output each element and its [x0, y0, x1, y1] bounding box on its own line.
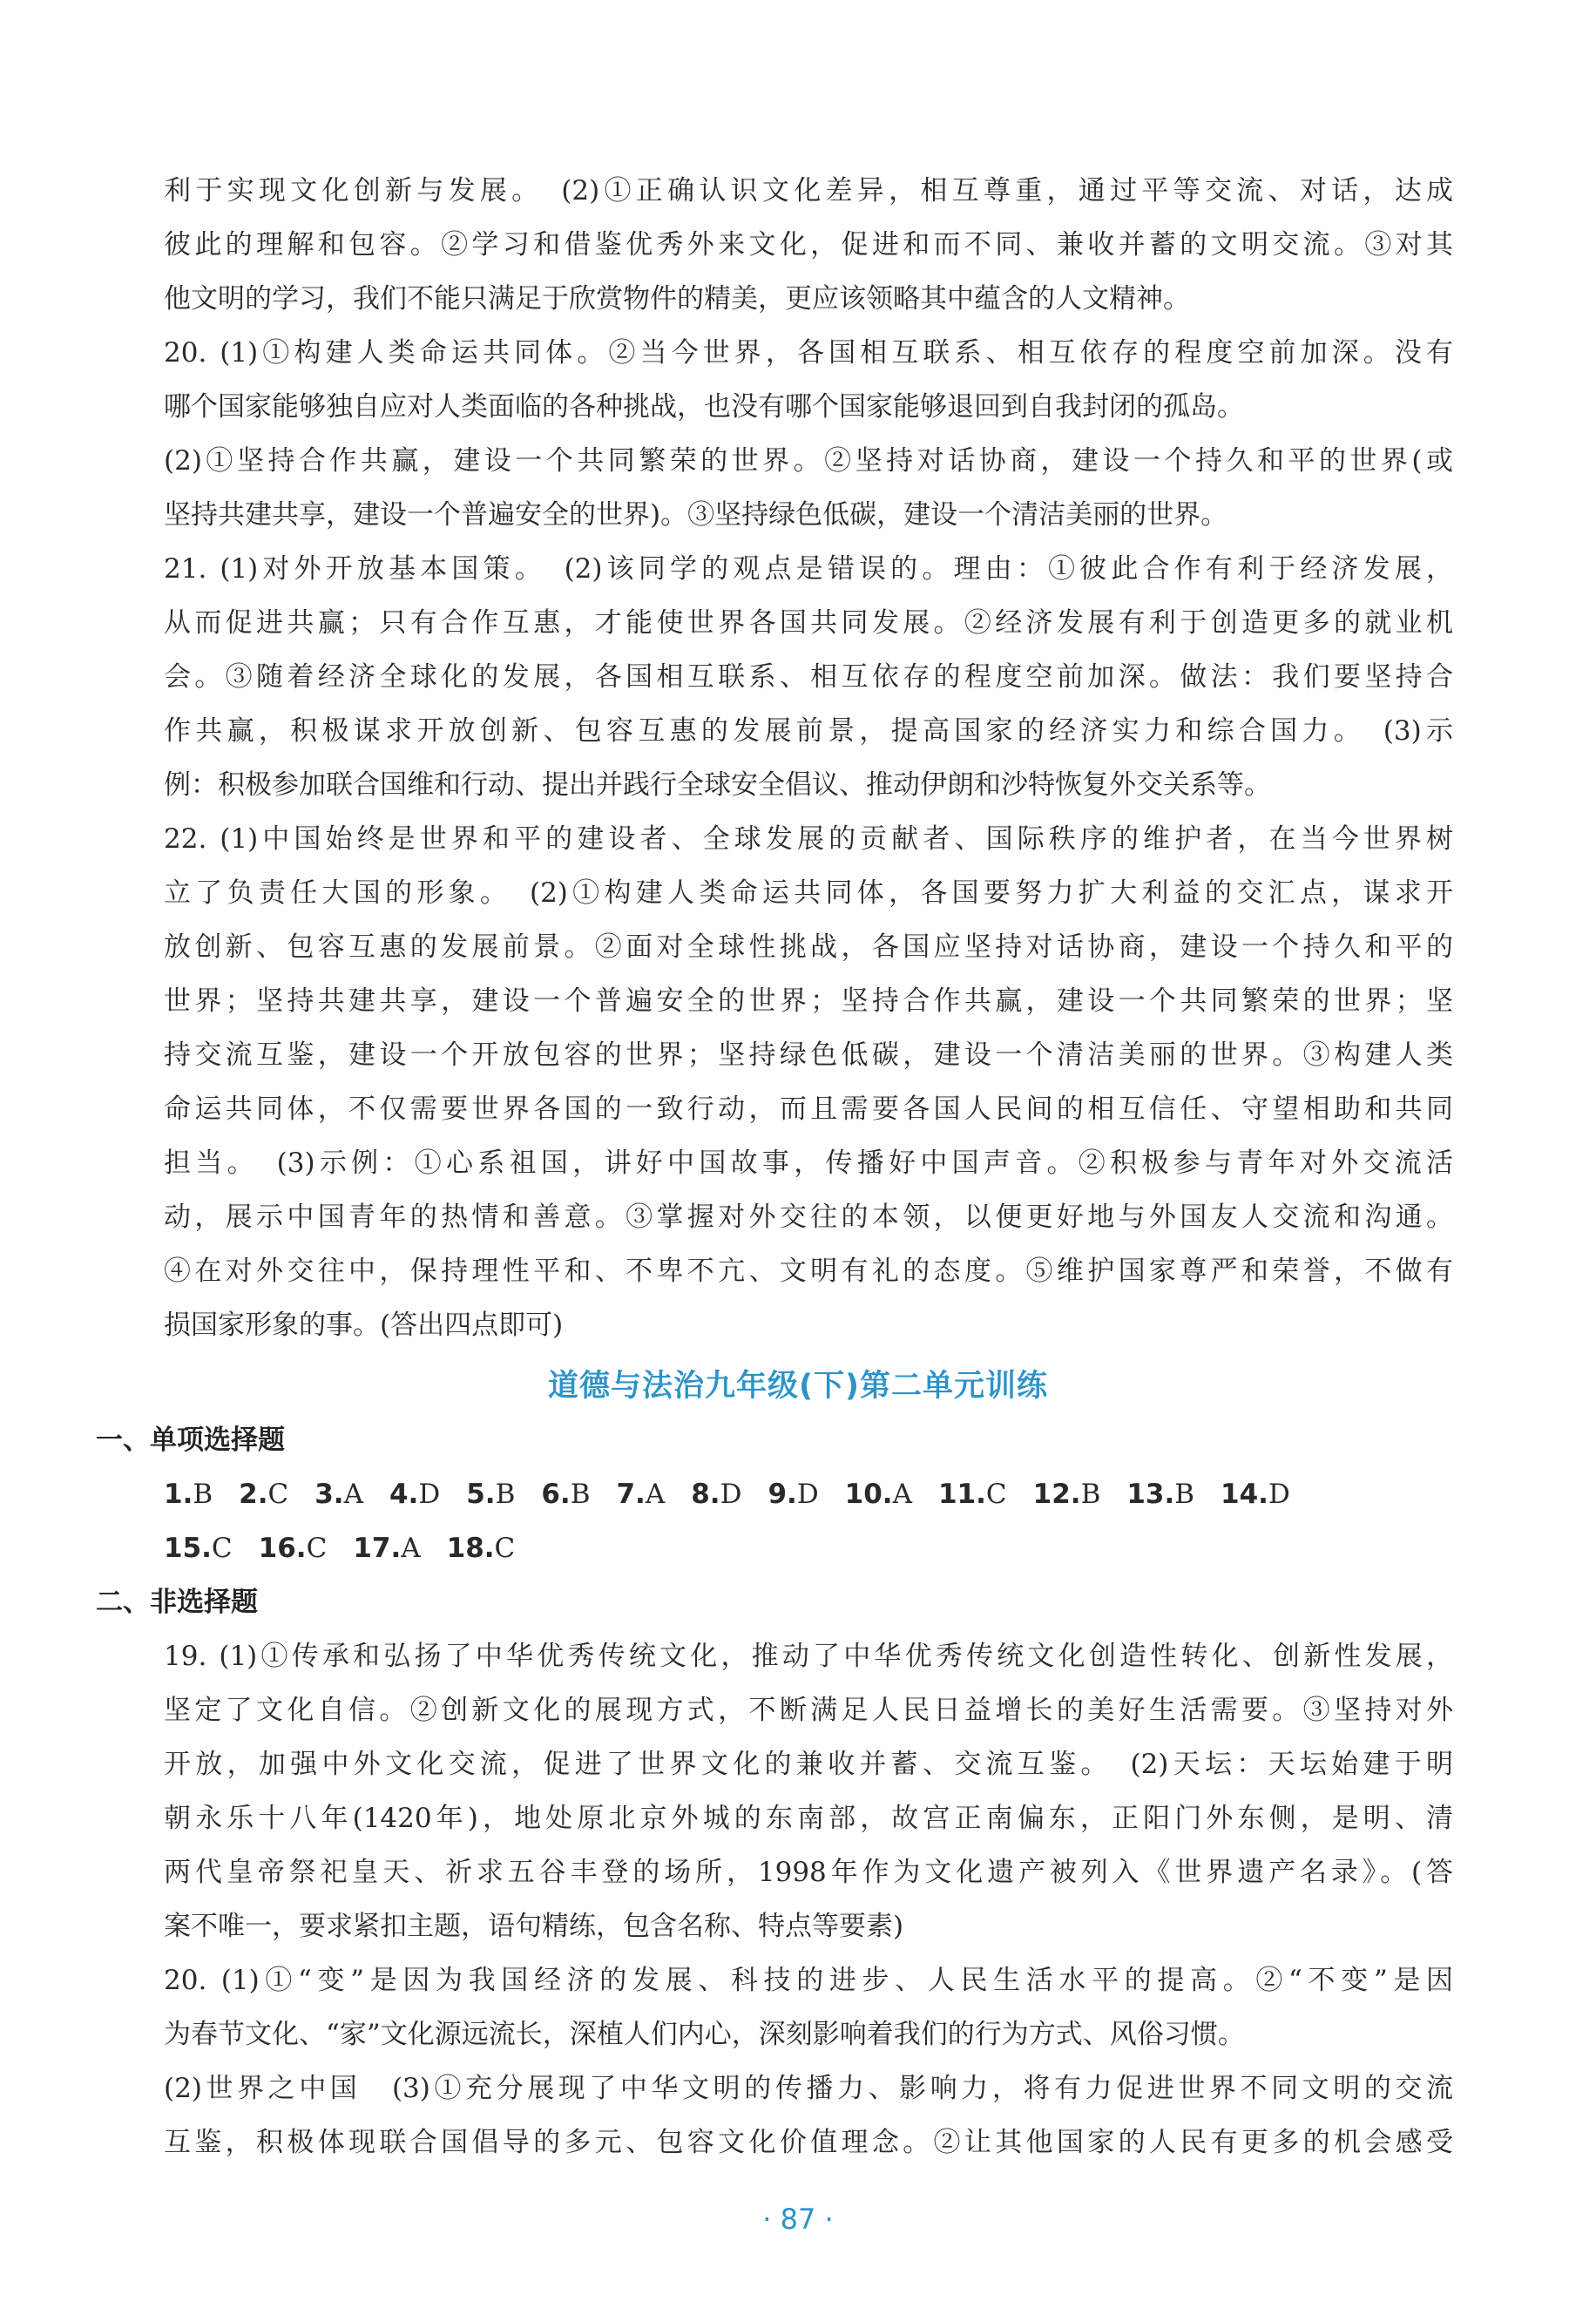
- answer-letter: B: [193, 1479, 213, 1510]
- page-number: · 87 ·: [762, 2203, 834, 2236]
- question-number: 17.: [353, 1533, 402, 1564]
- choice-answers-row: [164, 1467, 1316, 1521]
- answer-letter: C: [494, 1533, 516, 1564]
- unit-title: 道德与法治九年级(下)第二单元训练: [548, 1369, 1048, 1404]
- answer-letter: A: [892, 1479, 912, 1510]
- question-number: 5.: [466, 1479, 496, 1510]
- choice-answer: [239, 1467, 288, 1521]
- answer-letter: C: [267, 1479, 289, 1510]
- text-line: 动，展示中国青年的热情和善意。③掌握对外交往的本领，以便更好地与外国友人交流和沟通。: [164, 1201, 1453, 1233]
- answer-letter: B: [570, 1479, 591, 1510]
- answer-letter: A: [343, 1479, 363, 1510]
- answer-letter: D: [1268, 1479, 1290, 1510]
- text-line: 19. (1)①传承和弘扬了中华优秀传统文化，推动了中华优秀传统文化创造性转化、创新性发展，: [164, 1641, 1453, 1672]
- choice-answer: [389, 1467, 440, 1521]
- text-line: 开放，加强中外文化交流，促进了世界文化的兼收并蓄、交流互鉴。 (2)天坛：天坛始建于明: [164, 1749, 1453, 1780]
- text-line: 利于实现文化创新与发展。 (2)①正确认识文化差异，相互尊重，通过平等交流、对话，达成: [164, 175, 1453, 206]
- answer-letter: D: [796, 1479, 819, 1510]
- choice-answer: [541, 1467, 590, 1521]
- section-heading-choice: 一、单项选择题: [96, 1425, 285, 1456]
- text-line: 彼此的理解和包容。②学习和借鉴优秀外来文化，促进和而不同、兼收并蓄的文明交流。③对其: [164, 229, 1453, 261]
- question-number: 15.: [164, 1533, 212, 1564]
- text-line: 他文明的学习，我们不能只满足于欣赏物件的精美，更应该领略其中蕴含的人文精神。: [164, 283, 1190, 315]
- text-line: 坚持共建共享，建设一个普遍安全的世界)。③坚持绿色低碳，建设一个清洁美丽的世界。: [164, 499, 1228, 531]
- text-line: 担当。 (3)示例：①心系祖国，讲好中国故事，传播好中国声音。②积极参与青年对外交流活: [164, 1147, 1453, 1179]
- choice-answer: [845, 1467, 912, 1521]
- text-line: 损国家形象的事。(答出四点即可): [164, 1310, 564, 1341]
- answer-q22-top: [164, 812, 1453, 1352]
- choice-answer: [1033, 1467, 1101, 1521]
- text-line: 两代皇帝祭祀皇天、祈求五谷丰登的场所，1998年作为文化遗产被列入《世界遗产名录》。(答: [164, 1857, 1453, 1888]
- text-line: 哪个国家能够独自应对人类面临的各种挑战，也没有哪个国家能够退回到自我封闭的孤岛。: [164, 391, 1244, 423]
- choice-answer: [691, 1467, 741, 1521]
- section-heading-nonchoice: 二、非选择题: [96, 1587, 258, 1618]
- text-line: 放创新、包容互惠的发展前景。②面对全球性挑战，各国应坚持对话协商，建设一个持久和平的: [164, 931, 1453, 963]
- text-line: 互鉴，积极体现联合国倡导的多元、包容文化价值理念。②让其他国家的人民有更多的机会感受: [164, 2127, 1453, 2158]
- choice-answer: [1221, 1467, 1290, 1521]
- answer-letter: D: [720, 1479, 742, 1510]
- text-line: 22. (1)中国始终是世界和平的建设者、全球发展的贡献者、国际秩序的维护者，在当今世界树: [164, 823, 1453, 855]
- answer-letter: B: [495, 1479, 516, 1510]
- choice-answer: [164, 1521, 233, 1575]
- choice-answer: [314, 1467, 363, 1521]
- answer-q20-unit: [164, 1953, 1453, 2169]
- question-number: 11.: [937, 1479, 986, 1510]
- question-number: 9.: [768, 1479, 797, 1510]
- answer-letter: D: [418, 1479, 441, 1510]
- question-number: 13.: [1126, 1479, 1175, 1510]
- text-line: 例：积极参加联合国维和行动、提出并践行全球安全倡议、推动伊朗和沙特恢复外交关系等。: [164, 769, 1271, 801]
- answer-letter: A: [401, 1533, 421, 1564]
- answer-letter: C: [306, 1533, 328, 1564]
- question-number: 8.: [691, 1479, 720, 1510]
- answer-q21-top: [164, 542, 1453, 812]
- text-line: 从而促进共赢；只有合作互惠，才能使世界各国共同发展。②经济发展有利于创造更多的就业机: [164, 607, 1453, 639]
- question-number: 14.: [1221, 1479, 1268, 1510]
- text-line: 朝永乐十八年(1420年)，地处原北京外城的东南部，故宫正南偏东，正阳门外东侧，是明、清: [164, 1803, 1453, 1834]
- question-number: 2.: [239, 1479, 268, 1510]
- text-line: 为春节文化、“家”文化源远流长，深植人们内心，深刻影响着我们的行为方式、风俗习惯。: [164, 2019, 1245, 2050]
- answer-q-cont: [164, 164, 1453, 326]
- text-line: 案不唯一，要求紧扣主题，语句精练，包含名称、特点等要素): [164, 1911, 904, 1942]
- choice-answer: [353, 1521, 420, 1575]
- choice-answer: [447, 1521, 516, 1575]
- choice-answer: [938, 1467, 1007, 1521]
- question-number: 7.: [616, 1479, 646, 1510]
- choice-answer: [164, 1467, 213, 1521]
- text-line: 坚定了文化自信。②创新文化的展现方式，不断满足人民日益增长的美好生活需要。③坚持对外: [164, 1695, 1453, 1726]
- text-line: 持交流互鉴，建设一个开放包容的世界；坚持绿色低碳，建设一个清洁美丽的世界。③构建人类: [164, 1039, 1453, 1071]
- choice-answer: [1126, 1467, 1194, 1521]
- answer-letter: C: [211, 1533, 233, 1564]
- text-line: ④在对外交往中，保持理性平和、不卑不亢、文明有礼的态度。⑤维护国家尊严和荣誉，不做有: [164, 1256, 1453, 1287]
- choice-answer: [616, 1467, 665, 1521]
- question-number: 4.: [389, 1479, 419, 1510]
- answer-letter: C: [985, 1479, 1007, 1510]
- answer-q19: [164, 1629, 1453, 1953]
- choice-answer: [466, 1467, 515, 1521]
- choice-answers-row: [164, 1521, 541, 1575]
- answer-letter: A: [645, 1479, 666, 1510]
- text-line: 世界；坚持共建共享，建设一个普遍安全的世界；坚持合作共赢，建设一个共同繁荣的世界；坚: [164, 985, 1453, 1017]
- choice-answer: [768, 1467, 818, 1521]
- text-line: 20. (1)①构建人类命运共同体。②当今世界，各国相互联系、相互依存的程度空前加深。没有: [164, 337, 1453, 369]
- question-number: 6.: [541, 1479, 571, 1510]
- question-number: 1.: [164, 1479, 193, 1510]
- choice-answer: [259, 1521, 328, 1575]
- answer-letter: B: [1174, 1479, 1195, 1510]
- text-line: (2)①坚持合作共赢，建设一个共同繁荣的世界。②坚持对话协商，建设一个持久和平的世界(或: [164, 445, 1453, 477]
- question-number: 16.: [258, 1533, 307, 1564]
- text-line: 21. (1)对外开放基本国策。 (2)该同学的观点是错误的。理由：①彼此合作有利于经济发展，: [164, 553, 1453, 585]
- text-line: 会。③随着经济全球化的发展，各国相互联系、相互依存的程度空前加深。做法：我们要坚持合: [164, 661, 1453, 693]
- text-line: 立了负责任大国的形象。 (2)①构建人类命运共同体，各国要努力扩大利益的交汇点，谋求开: [164, 877, 1453, 909]
- text-line: 命运共同体，不仅需要世界各国的一致行动，而且需要各国人民间的相互信任、守望相助和共同: [164, 1093, 1453, 1125]
- question-number: 3.: [314, 1479, 344, 1510]
- text-line: (2)世界之中国 (3)①充分展现了中华文明的传播力、影响力，将有力促进世界不同文明的交流: [164, 2073, 1453, 2104]
- answer-q20-top: [164, 326, 1453, 542]
- question-number: 10.: [844, 1479, 893, 1510]
- text-line: 20. (1)①“变”是因为我国经济的发展、科技的进步、人民生活水平的提高。②“不变”是因: [164, 1965, 1453, 1996]
- question-number: 12.: [1032, 1479, 1081, 1510]
- answer-letter: B: [1080, 1479, 1101, 1510]
- text-line: 作共赢，积极谋求开放创新、包容互惠的发展前景，提高国家的经济实力和综合国力。 (3)示: [164, 715, 1453, 747]
- question-number: 18.: [446, 1533, 495, 1564]
